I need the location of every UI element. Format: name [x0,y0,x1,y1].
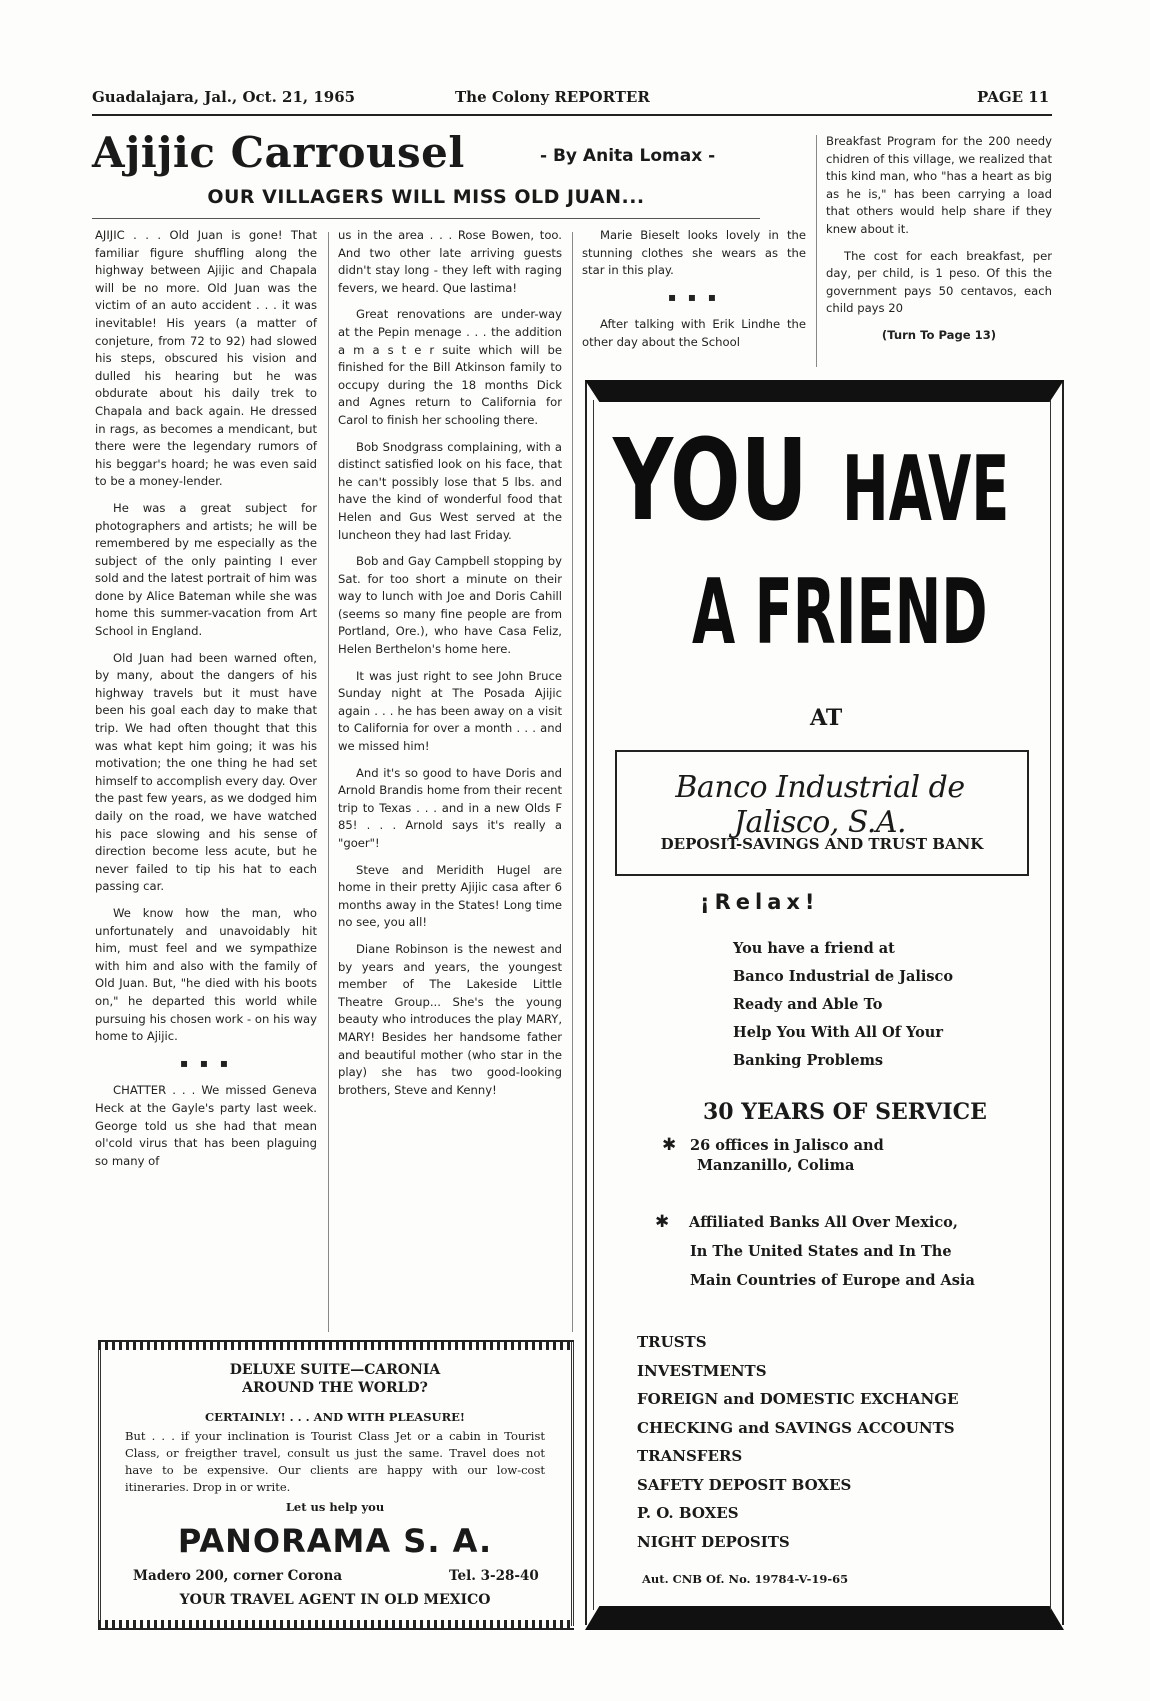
bullet-icon: ✱ [655,1212,670,1232]
ad-headline-you: YOU [613,416,808,546]
ad-border-bottom [98,1620,574,1630]
column-rule [572,232,573,1332]
bullet-icon: ✱ [662,1135,677,1155]
paragraph: It was just right to see John Bruce Sunday night at The Posada Ajijic again . . . he has been away on a visit to California for over a month . . . and we missed him! [338,668,562,754]
ad-border-top [585,380,1064,402]
ad-text-line: Manzanillo, Colima [697,1157,855,1174]
article-column-2 [338,227,562,1108]
travel-address: Madero 200, corner Corona [133,1568,343,1584]
ad-headline-friend: A FRIEND [692,560,988,665]
paragraph: We know how the man, who unfortunately and unavoidably hit him, must feel and we sympathize with him and also with the family of Old Juan. But, "he died with his boots on," he departed this world while pursuing his chosen work - on his way home to Ajijic. [95,905,317,1044]
paragraph: After talking with Erik Lindhe the other day about the School [582,317,806,349]
section-separator: ▪ ▪ ▪ [667,289,721,304]
paragraph: us in the area . . . Rose Bowen, too. And two other late arriving guests didn't stay long - they left with raging fevers, we heard. Que lastima! [338,228,562,295]
continued-notice: (Turn To Page 13) [881,327,997,342]
article-column-1 [95,227,317,1179]
headline-rule [92,218,760,219]
dateline: Guadalajara, Jal., Oct. 21, 1965 [92,88,356,106]
byline: - By Anita Lomax - [540,146,716,166]
paragraph: Marie Bieselt looks lovely in the stunning clothes she wears as the star in this play. [582,228,806,278]
ad-text-line: Help You With All Of Your [733,1024,943,1041]
paragraph: Bob Snodgrass complaining, with a distinct satisfied look on his face, that he can't possibly lose that 5 lbs. and have the kind of wonderful food that Helen and Gus West served at the luncheon they had last Friday. [338,439,562,542]
article-column-3 [582,227,806,361]
paragraph: He was a great subject for photographers and artists; he will be remembered by me especially as the subject of the only painting I ever sold and the latest portrait of him was done by Alice Bateman while she was home this summer-vacation from Art School in England. [95,500,318,639]
article-subhead: OUR VILLAGERS WILL MISS OLD JUAN... [207,186,645,208]
travel-headline: DELUXE SUITE—CARONIA [229,1362,441,1378]
travel-headline: AROUND THE WORLD? [242,1380,428,1396]
travel-phone: Tel. 3-28-40 [449,1568,539,1584]
ad-text-line: 26 offices in Jalisco and [690,1137,884,1154]
service-item: TRUSTS [637,1333,707,1351]
bank-logo-script: Banco Industrial de Jalisco, S.A. [675,770,965,840]
ad-border-top [98,1340,574,1350]
services-list [637,1328,959,1556]
ad-headline-have: HAVE [842,437,1010,542]
article-column-4 [826,133,1052,345]
paragraph: CHATTER . . . We missed Geneva Heck at the Gayle's party last week. George told us she had that mean ol'cold virus that has been plaguing so many of [95,1083,317,1168]
ad-border-bottom [585,1606,1064,1630]
service-item: NIGHT DEPOSITS [637,1532,790,1551]
ad-text-line: Ready and Able To [733,996,883,1013]
paragraph: Bob and Gay Campbell stopping by Sat. for too short a minute on their way to lunch with Joe and Doris Cahill (seems so many fine people are from Portland, Ore.), who have Casa Feliz, Helen Berthelon's home here. [338,554,562,657]
section-separator: ▪ ▪ ▪ [179,1055,233,1070]
travel-body: But . . . if your inclination is Tourist Class Jet or a cabin in Tourist Class, or freigther travel, consult us just the same. Travel does not have to be expensive. Our clients are happy with our low-cost itineraries. Drop in or write. [125,1429,545,1494]
relax-heading: ¡Relax! [700,890,820,914]
ad-text-line: Affiliated Banks All Over Mexico, [689,1214,958,1231]
paragraph: AJIJIC . . . Old Juan is gone! That familiar figure shuffling along the highway between Ajijic and Chapala will be no more. Old Juan was the victim of an auto accident . . . it was inevitable! His years (a matter of conjeture, from 72 to 92) had slowed his steps, obscured his vision and dulled his hearing but he was obdurate about his daily trek to Chapala and back again. He dressed in rags, as becomes a mendicant, but there were the legendary rumors of his beggar's hoard; he was even said to be a money-lender. [95,228,317,489]
authorization-number: Aut. CNB Of. No. 19784-V-19-65 [642,1572,849,1586]
paragraph: And it's so good to have Doris and Arnold Brandis home from their recent trip to Texas . . . and in a new Olds F 85! . . . Arnold says it's really a "goer"! [338,765,562,850]
ad-border-inner [593,400,594,1610]
paragraph: The cost for each breakfast, per day, per child, is 1 peso. Of this the government pays 50 centavos, each child pays 20 [826,248,1052,316]
ad-at: AT [810,705,843,731]
paragraph: Steve and Meridith Hugel are home in their pretty Ajijic casa after 6 months away in the States! Long time no see, you all! [338,862,562,930]
article-title: Ajijic Carrousel [92,128,465,177]
service-item: TRANSFERS [637,1447,743,1465]
travel-help: Let us help you [285,1500,385,1514]
paragraph: Old Juan had been warned often, by many, about the dangers of his highway travels but it must have been his goal each day to make that trip. We had often thought that this was what kept him going; it was his motivation; the one thing he had set himself to accomplish every day. Over the past few years, as we dodged him daily on the road, we have watched his pace slowing and his sense of direction become less acute, but he never failed to tip his hat to each passing car. [95,650,317,894]
newspaper-name: The Colony REPORTER [455,88,650,106]
paragraph: Diane Robinson is the newest and by years and years, the youngest member of The Lakeside Little Theatre Group... She's the young beauty who introduces the play MARY, MARY! Besides her handsome father and beautiful mother (who star in the play) she has two good-looking brothers, Steve and Kenny! [338,941,562,1097]
ad-text-line: Banking Problems [733,1052,884,1069]
bank-tagline: DEPOSIT-SAVINGS AND TRUST BANK [660,835,984,853]
column-rule [328,232,329,1332]
paragraph: Great renovations are under-way at the Pepin menage . . . the addition a m a s t e r suite which will be finished for the Bill Atkinson family to occupy during the 18 months Dick and Agnes return to California for Carol to finish her schooling there. [338,307,562,427]
travel-answer: CERTAINLY! . . . AND WITH PLEASURE! [205,1410,465,1424]
service-item: INVESTMENTS [637,1361,767,1380]
service-item: CHECKING and SAVINGS ACCOUNTS [637,1418,955,1437]
service-item: FOREIGN and DOMESTIC EXCHANGE [637,1390,959,1408]
years-of-service: 30 YEARS OF SERVICE [703,1099,987,1125]
service-item: P. O. BOXES [637,1504,739,1522]
column-rule [816,135,817,367]
masthead-rule [92,114,1052,116]
ad-text-line: Banco Industrial de Jalisco [733,968,954,985]
ad-text-line: You have a friend at [733,940,895,957]
service-item: SAFETY DEPOSIT BOXES [637,1475,852,1494]
page-number: PAGE 11 [977,88,1050,106]
travel-slogan: YOUR TRAVEL AGENT IN OLD MEXICO [179,1592,491,1608]
travel-company-name: PANORAMA S. A. [177,1522,493,1560]
ad-text-line: Main Countries of Europe and Asia [690,1272,975,1289]
ad-text-line: In The United States and In The [690,1243,952,1260]
ad-border-inner [1050,400,1051,1610]
paragraph: Breakfast Program for the 200 needy chidren of this village, we realized that this kind man, who "has a heart as big as he is," has been carrying a load that others would help share if they knew about it. [826,134,1052,236]
